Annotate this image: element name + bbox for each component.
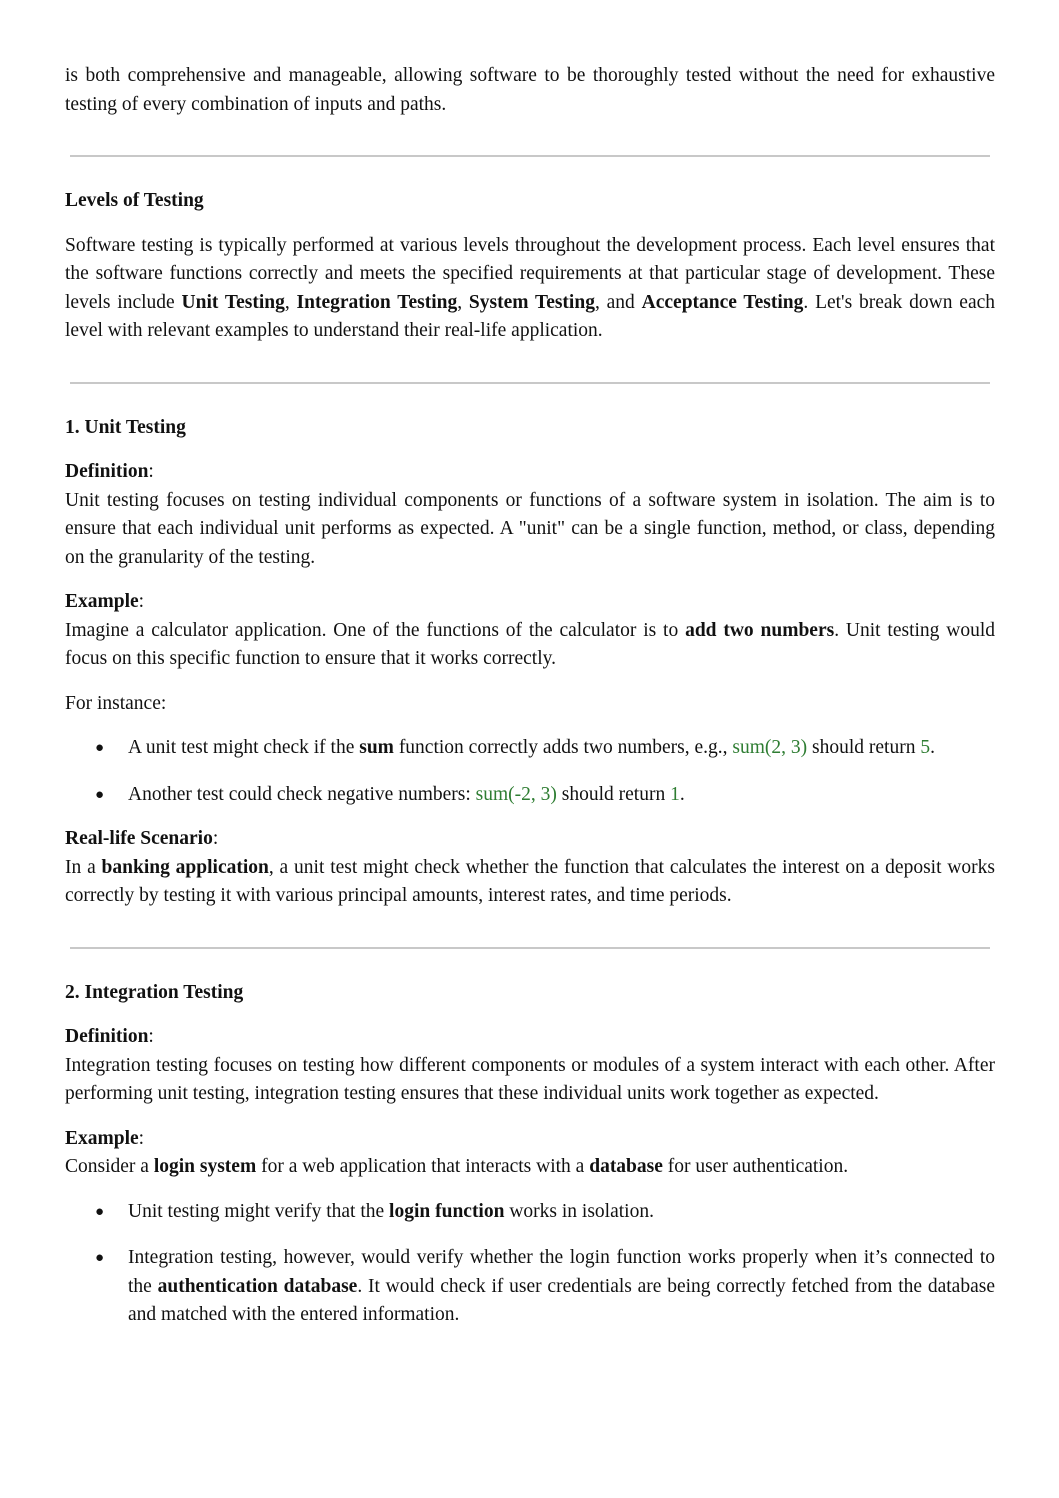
divider [70, 382, 990, 384]
for-instance-text: For instance: [65, 692, 167, 714]
integration-definition-text: Integration testing focuses on testing how different components or modules of a system interact with each other. After performing unit testing, integration testing ensures that these individual units work together as expected. [65, 1054, 995, 1104]
document-page [65, 62, 995, 1330]
integration-example-label: Example: [65, 1127, 145, 1149]
bullet-icon: ● [95, 740, 105, 756]
unit-scenario-label: Real-life Scenario: [65, 828, 219, 849]
unit-definition-text: Unit testing focuses on testing individual components or functions of a software system in isolation. The aim is to ensure that each individual unit performs as expected. A "unit" can be a single function, method, or class, depending on the granularity of the testing. [65, 489, 995, 568]
unit-scenario-text: In a banking application, a unit test might check whether the function that calculates the interest on a deposit works correctly by testing it with various principal amounts, interest rates, and time periods. [65, 856, 996, 906]
integration-testing-heading: 2. Integration Testing [65, 981, 244, 1003]
unit-testing-heading: 1. Unit Testing [65, 416, 186, 438]
intro-paragraph: is both comprehensive and manageable, allowing software to be thoroughly tested without the need for exhaustive testing of every combination of inputs and paths. [65, 65, 995, 115]
bullet-icon: ● [95, 1203, 105, 1220]
unit-bullet-list [65, 734, 995, 809]
unit-definition-label: Definition: [65, 461, 154, 482]
bullet-icon: ● [95, 1250, 105, 1266]
bullet-icon: ● [95, 786, 105, 803]
levels-heading: Levels of Testing [65, 190, 204, 211]
unit-example-label: Example: [65, 591, 145, 612]
levels-paragraph: Software testing is typically performed at various levels throughout the development process. Each level ensures that the software functions correctly and meets the specified requirements at that particular stage of development. These levels include Unit Testing, Integration Testing, System Testing, and Acceptance Testing. Let's break down each level with relevant examples to understand their real-life application. [65, 234, 995, 341]
list-item: ● Another test could check negative numbers: sum(-2, 3) should return 1. [65, 781, 995, 810]
code-snippet: 5 [920, 737, 931, 758]
unit-example-text: Imagine a calculator application. One of the functions of the calculator is to add two numbers. Unit testing would focus on this specific function to ensure that it works correctly. [65, 619, 995, 669]
code-snippet: sum(2, 3) [732, 737, 808, 758]
divider [70, 155, 990, 157]
code-snippet: 1 [670, 783, 680, 805]
list-item: ● Unit testing might verify that the login function works in isolation. [65, 1198, 995, 1227]
code-snippet: sum(-2, 3) [475, 783, 557, 805]
integration-bullet-list [65, 1198, 995, 1330]
divider [70, 947, 990, 949]
list-item: ● Integration testing, however, would verify whether the login function works properly when it’s connected to the authentication database. It would check if user credentials are being correctly fetched from the database and matched with the entered information. [65, 1244, 995, 1330]
integration-definition-label: Definition: [65, 1026, 154, 1047]
list-item: ● A unit test might check if the sum function correctly adds two numbers, e.g., sum(2, 3) should return 5. [65, 734, 995, 763]
integration-example-text: Consider a login system for a web application that interacts with a database for user authentication. [65, 1156, 849, 1177]
